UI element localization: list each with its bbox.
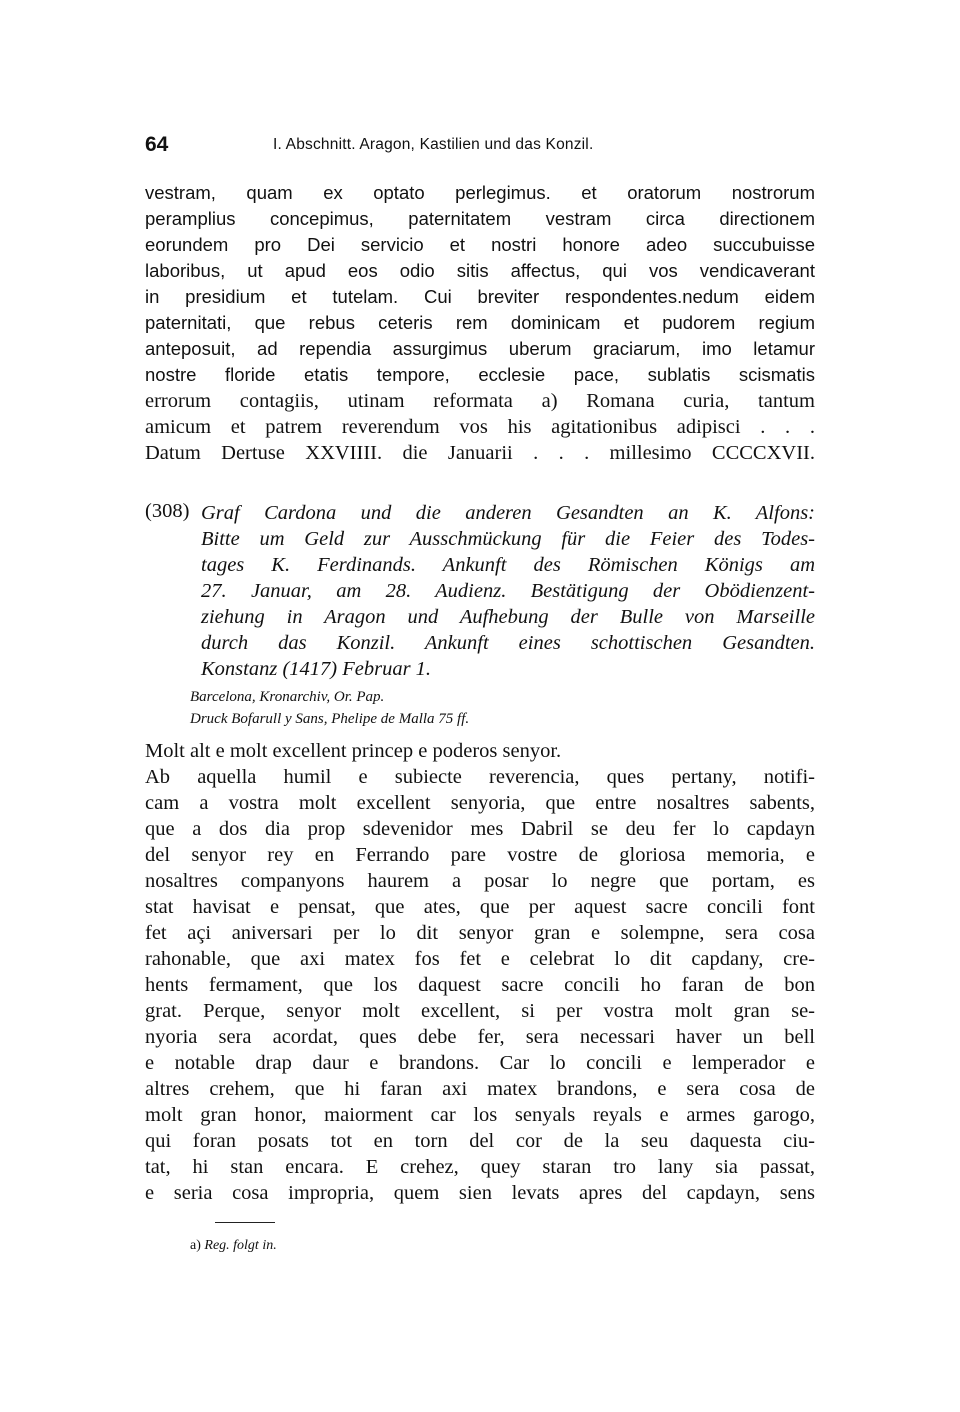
letter-text-block <box>145 738 815 1206</box>
text-line: Ab aquella humil e subiecte reverencia, ques pertany, notifi- <box>145 766 815 788</box>
text-line: in presidium et tutelam. Cui breviter respondentes.nedum eidem <box>145 286 815 307</box>
text-line: stat havisat e pensat, que ates, que per aquest sacre concili font <box>145 896 815 918</box>
page-number: 64 <box>145 133 169 156</box>
text-line: errorum contagiis, utinam reformata a) Romana curia, tantum <box>145 390 815 412</box>
text-line: tat, hi stan encara. E crehez, quey staran tro lany sia passat, <box>145 1156 815 1178</box>
letter-salutation: Molt alt e molt excellent princep e poderos senyor. <box>145 740 562 762</box>
text-line: hents fermament, que los daquest sacre concili ho faran de bon <box>145 974 815 996</box>
text-line: laboribus, ut apud eos odio sitis affectus, qui vos vendicaverant <box>145 260 815 281</box>
text-line: eorundem pro Dei servicio et nostri honore adeo succubuisse <box>145 234 815 255</box>
regest-title <box>201 500 815 682</box>
footnote-rule <box>215 1222 275 1223</box>
text-line: del senyor rey en Ferrando pare vostre de gloriosa memoria, e <box>145 844 815 866</box>
text-line: e seria cosa impropria, quem sien levats apres del capdayn, sens <box>145 1182 815 1204</box>
text-line: cam a vostra molt excellent senyoria, que entre nosaltres sabents, <box>145 792 815 814</box>
text-line: molt gran honor, maiorment car los senyals reyals e armes garogo, <box>145 1104 815 1126</box>
latin-text-block <box>145 180 815 466</box>
text-line: e notable drap daur e brandons. Car lo concili e lemperador e <box>145 1052 815 1074</box>
running-title: I. Abschnitt. Aragon, Kastilien und das Konzil. <box>273 136 594 153</box>
text-line: qui foran posats tot en torn del cor de la seu daquesta ciu- <box>145 1130 815 1152</box>
text-line: que a dos dia prop sdevenidor mes Dabril se deu fer lo capdayn <box>145 818 815 840</box>
regest-title-line: ziehung in Aragon und Aufhebung der Bulle von Marseille <box>201 606 815 628</box>
regest-title-line: Konstanz (1417) Februar 1. <box>201 658 432 680</box>
footnote <box>190 1238 277 1254</box>
regest-number: (308) <box>145 500 190 522</box>
regest-title-line: Bitte um Geld zur Ausschmückung für die Feier des Todes- <box>201 528 815 550</box>
text-line: vestram, quam ex optato perlegimus. et oratorum nostrorum <box>145 182 815 203</box>
text-line: anteposuit, ad rependia assurgimus uberum graciarum, imo letamur <box>145 338 815 359</box>
regest-title-line: 27. Januar, am 28. Audienz. Bestätigung der Obödienzent- <box>201 580 815 602</box>
text-line: fet açi aniversari per lo dit senyor gran e solempne, sera cosa <box>145 922 815 944</box>
text-line: amicum et patrem reverendum vos his agitationibus adipisci . . . <box>145 416 815 438</box>
text-line: rahonable, que axi matex fos fet e celebrat lo dit capdany, cre- <box>145 948 815 970</box>
text-line: nostre floride etatis tempore, ecclesie pace, sublatis scismatis <box>145 364 815 385</box>
source-print: Druck Bofarull y Sans, Phelipe de Malla 75 ff. <box>190 711 470 727</box>
text-line: paternitati, que rebus ceteris rem dominicam et pudorem regium <box>145 312 815 333</box>
source-archive: Barcelona, Kronarchiv, Or. Pap. <box>190 689 385 705</box>
regest-title-line: tages K. Ferdinands. Ankunft des Römischen Königs am <box>201 554 815 576</box>
text-line: grat. Perque, senyor molt excellent, si per vostra molt gran se- <box>145 1000 815 1022</box>
page-header <box>145 133 825 159</box>
text-line: altres crehem, que hi faran axi matex brandons, e sera cosa de <box>145 1078 815 1100</box>
text-line: nyoria sera acordat, ques debe fer, sera necessari haver un bell <box>145 1026 815 1048</box>
text-line: peramplius concepimus, paternitatem vestram circa directionem <box>145 208 815 229</box>
text-line: Datum Dertuse XXVIIII. die Januarii . . . millesimo CCCCXVII. <box>145 442 815 464</box>
regest-title-line: durch das Konzil. Ankunft eines schottischen Gesandten. <box>201 632 815 654</box>
footnote-text: Reg. folgt in. <box>204 1238 277 1253</box>
footnote-marker: a) <box>190 1238 201 1253</box>
text-line: nosaltres companyons haurem a posar lo negre que portam, es <box>145 870 815 892</box>
regest-title-line: Graf Cardona und die anderen Gesandten an K. Alfons: <box>201 502 815 524</box>
